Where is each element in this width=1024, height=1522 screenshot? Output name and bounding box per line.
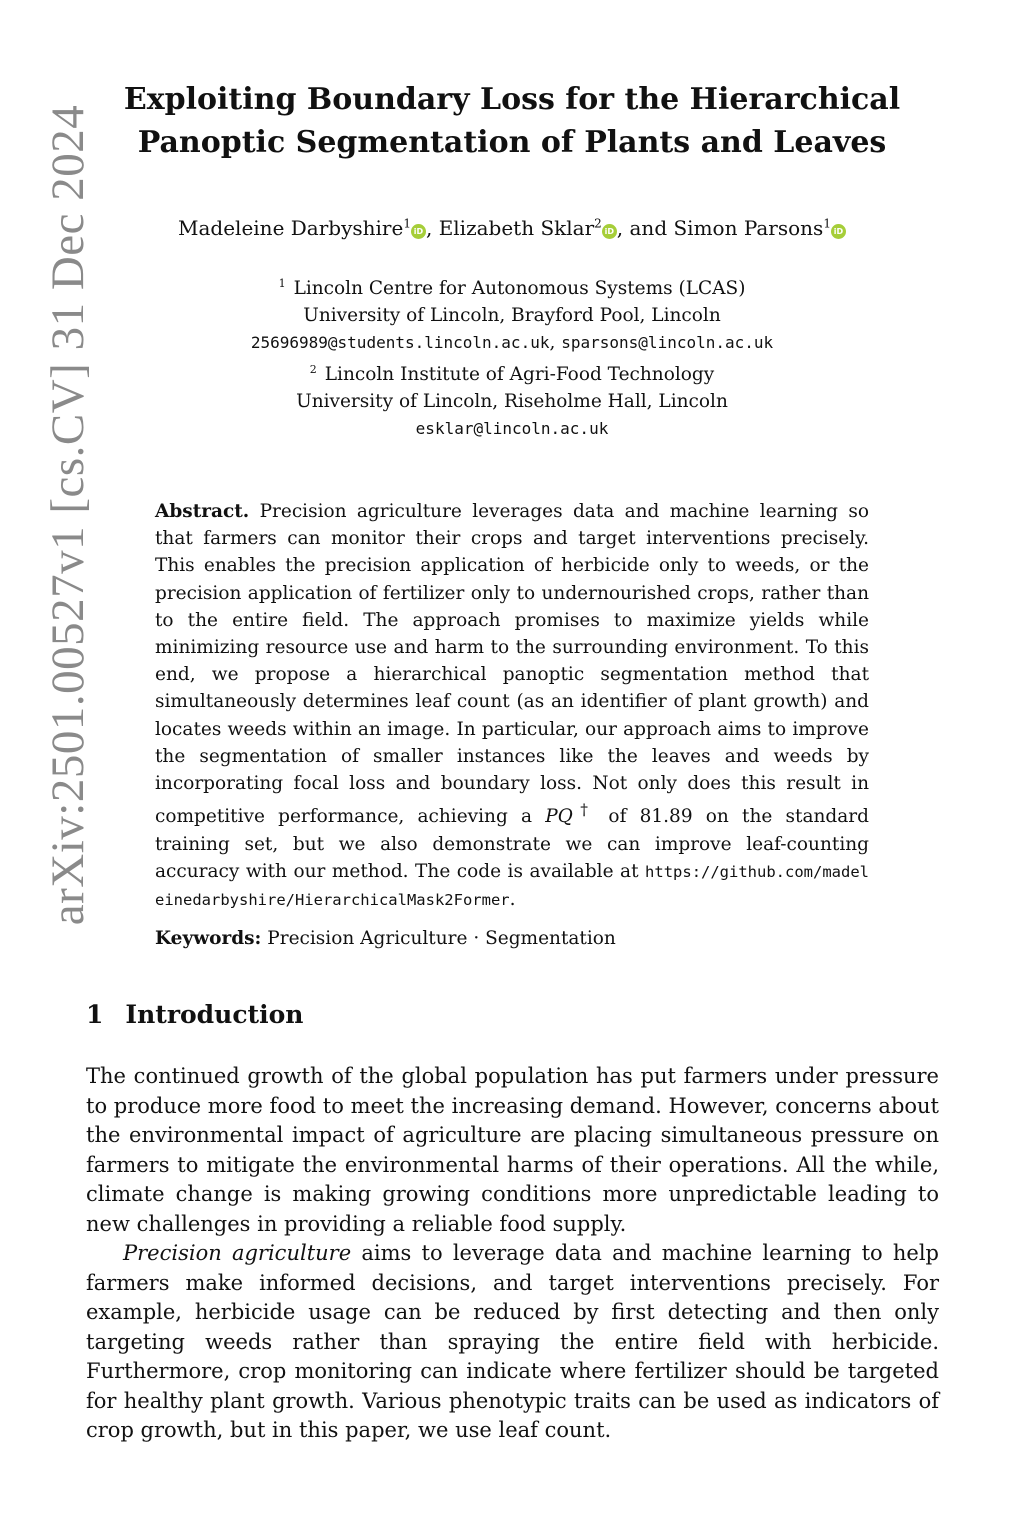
affiliation-1-line1: Lincoln Centre for Autonomous Systems (LCAS) [293,278,746,300]
code-url-link[interactable]: https://github.com/madeleinedarbyshire/HierarchicalMask2Former [155,862,869,909]
abstract-end: . [509,889,516,910]
affiliation-2-line1: Lincoln Institute of Agri-Food Technology [324,364,715,386]
metric-symbol: PQ [545,806,573,828]
orcid-icon[interactable]: iD [831,224,846,239]
emphasis-term: Precision agriculture [123,1241,352,1265]
title-line-1: Exploiting Boundary Loss for the Hierarchical [123,82,901,117]
section-heading [86,1000,303,1029]
abstract-text: Precision agriculture leverages data and machine learning so that farmers can monitor their crops and target interventions precisely. This enables the precision application of herbicide only to weeds, or the precision application of fertilizer only to undernourished crops, rather than to the entire field. The approach promises to maximize yields while minimizing resource use and harm to the surrounding environment. To this end, we propose a hierarchical panoptic segmentation method that simultaneously determines leaf count (as an identifier of plant growth) and locates weeds within an image. In particular, our approach aims to improve the segmentation of smaller instances like the leaves and weeds by incorporating focal loss and boundary loss. Not only does this result in competitive performance, achieving a [155,501,869,828]
title-line-2: Panoptic Segmentation of Plants and Leaves [137,125,887,160]
paper-title [100,78,924,164]
email-separator: , [549,332,562,354]
abstract-label: Abstract. [155,501,250,522]
arxiv-id-text: arXiv:2501.00527v1 [cs.CV] 31 Dec 2024 [42,104,94,926]
author-name: Elizabeth Sklar [438,216,595,240]
orcid-icon[interactable]: iD [602,224,617,239]
intro-paragraph-2 [86,1239,939,1446]
affiliation-marker: 1 [278,277,286,290]
keywords [155,928,869,949]
email-link[interactable]: sparsons@lincoln.ac.uk [561,333,774,353]
keywords-text: Precision Agriculture · Segmentation [267,928,616,949]
affiliation-2-emails [100,415,924,442]
affiliation-marker: 2 [309,363,317,377]
affiliation-1-emails [100,329,924,356]
author-separator: , [425,216,439,240]
affiliation-1-address: University of Lincoln, Brayford Pool, Lincoln [303,305,721,327]
abstract [155,498,869,914]
author-affil-marker: 2 [594,216,602,231]
email-link[interactable]: 25696989@students.lincoln.ac.uk [250,333,550,353]
affiliation-2-name [100,356,924,388]
affiliation-1-name [100,270,924,302]
email-link[interactable]: esklar@lincoln.ac.uk [415,419,609,439]
intro-paragraph-1: The continued growth of the global population has put farmers under pressure to produce more food to meet the increasing demand. However, concerns about the environmental impact of agriculture are placing simultaneous pressure on farmers to mitigate the environmental harms of their operations. All the while, climate change is making growing conditions more unpredictable leading to new challenges in providing a reliable food supply. [86,1064,939,1236]
author-name: Simon Parsons [673,216,824,240]
abstract-text-cont: of 81.89 on the standard training set, but we also demonstrate we can improve leaf-counting accuracy with our method. The code is available at [155,806,869,882]
affiliations [100,270,924,442]
orcid-icon[interactable]: iD [411,224,426,239]
author-affil-marker: 1 [403,216,411,231]
author-affil-marker: 1 [823,216,831,231]
author-separator: , and [616,216,674,240]
section-number: 1 [86,1000,104,1029]
introduction-body [86,1062,939,1446]
author-name: Madeleine Darbyshire [178,216,404,240]
section-title: Introduction [125,1000,304,1029]
arxiv-identifier-stamp [44,80,92,950]
keywords-label: Keywords: [155,928,262,949]
affiliation-2-address: University of Lincoln, Riseholme Hall, Lincoln [296,391,728,413]
author-list [100,216,924,240]
metric-dagger: † [572,801,596,820]
intro-paragraph-2-text: aims to leverage data and machine learning to help farmers make informed decisions, and target interventions precisely. For example, herbicide usage can be reduced by first detecting and then only targeting weeds rather than spraying the entire field with herbicide. Furthermore, crop monitoring can indicate where fertilizer should be targeted for healthy plant growth. Various phenotypic traits can be used as indicators of crop growth, but in this paper, we use leaf count. [86,1241,939,1442]
